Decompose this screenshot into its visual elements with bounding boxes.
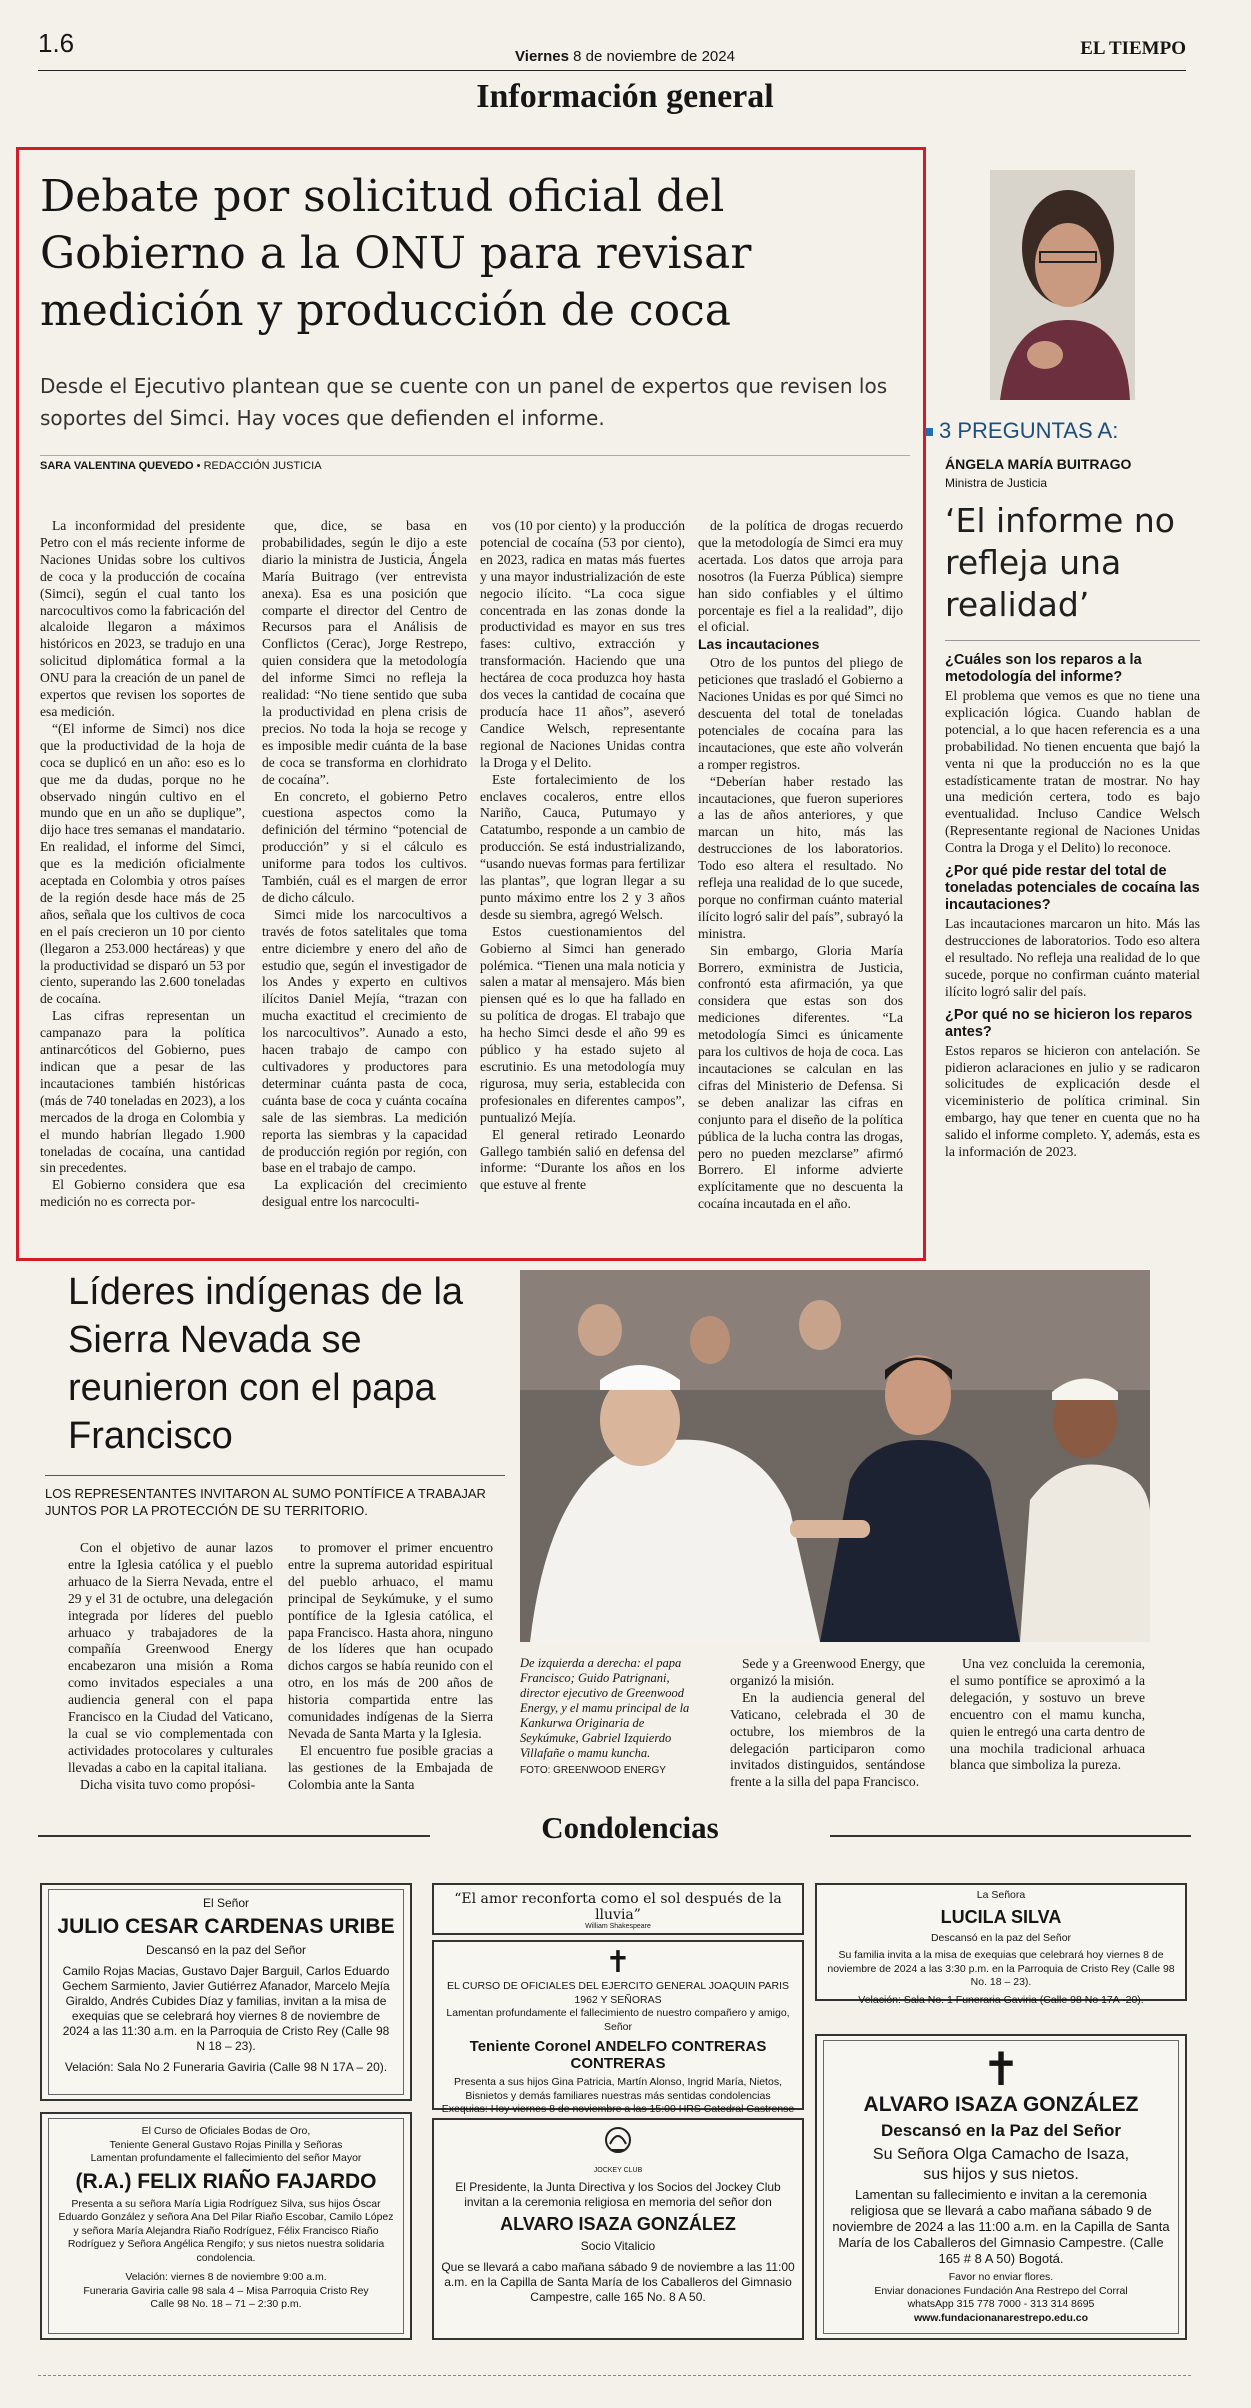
paragraph: El encuentro fue posible gracias a las gestiones de la Embajada de Colombia ante la Santa — [288, 1742, 493, 1792]
obituary-velacion: Velación: viernes 8 de noviembre 9:00 a.m. — [125, 2271, 327, 2283]
story2-column-3 — [730, 1656, 925, 1816]
story1-column-1 — [40, 518, 245, 1236]
interview-question: ¿Por qué no se hicieron los reparos antes? — [945, 1006, 1193, 1040]
interview-question: ¿Por qué pide restar del total de toneladas potenciales de cocaína las incautaciones? — [945, 863, 1200, 914]
obituary-card-1 — [40, 1883, 412, 2101]
obituary-title: El Curso de Oficiales Bodas de Oro, — [141, 2125, 311, 2137]
obituary-card-3 — [432, 1883, 804, 1935]
story1-rule — [40, 455, 910, 456]
obituary-donations: Enviar donaciones Fundación Ana Restrepo del Corral — [874, 2284, 1128, 2297]
obituary-title: La Señora — [976, 1889, 1026, 1901]
obituary-body: Lamentan su fallecimiento e invitan a la ceremonia religiosa que se llevará a cabo mañana sábado 9 de noviembre de 2024 a las 11:00 a.m. en la Capilla de Santa María de los Caballeros del Gimnasio Campestre. (Calle 165 # 8 A 50) Bogotá. — [832, 2187, 1170, 2266]
obituary-name: LUCILA SILVA — [940, 1906, 1062, 1927]
obituary-title: EL CURSO DE OFICIALES DEL EJERCITO GENERAL JOAQUIN PARIS 1962 Y SEÑORAS — [446, 1980, 790, 2006]
interview-header-label: 3 PREGUNTAS A: — [939, 418, 1119, 443]
subheading: Las incautaciones — [698, 636, 820, 653]
obituary-velacion: Funeraria Gaviria calle 98 sala 4 – Misa Parroquia Cristo Rey — [83, 2284, 369, 2297]
obituary-role: Socio Vitalicio — [580, 2239, 656, 2253]
obituary-title: El Señor — [202, 1896, 250, 1910]
obituary-quote-author: William Shakespeare — [585, 1923, 651, 1930]
story2-rule — [45, 1475, 505, 1476]
obituary-title: Lamentan profundamente el fallecimiento del señor Mayor — [90, 2152, 362, 2164]
obituary-frame — [823, 2040, 1179, 2334]
footer-rule — [38, 2375, 1191, 2376]
interview-answer: El problema que vemos es que no tiene una explicación lógica. Cuando hablan de potencial, a lo que hacen referencia es a una probabilidad. No tienen encuenta que bajó la venta ni que la producción no es la que estadísticamente tratan de mostrar. No hay una medición certera, todo es bajo eventualidad. Incluso Candice Welsch (Representante regional de Naciones Unidas Contra la Droga y el Delito) lo reconoce. — [945, 688, 1200, 856]
section-title: Información general — [476, 78, 774, 115]
obituary-card-5 — [432, 2118, 804, 2340]
interview-question: ¿Cuáles son los reparos a la metodología del informe? — [945, 652, 1142, 685]
story2-headline: Líderes indígenas de la Sierra Nevada se reunieron con el papa Francisco — [68, 1271, 464, 1457]
paragraph: En la audiencia general del Vaticano, celebrada el 30 de octubre, los miembros de la delegación participaron como invitados distinguidos, sentándose frente a la silla del papa Francisco. — [730, 1689, 925, 1790]
paragraph: Con el objetivo de aunar lazos entre la Iglesia católica y el pueblo arhuaco de la Sierra Nevada, entre el 29 y el 31 de octubre, una delegación integrada por líderes del pueblo arhuaco y trabajadores de la compañía Greenwood Energy encabezaron una misión a Roma como invitados especiales a una audiencia general con el papa Francisco en la Ciudad del Vaticano, la cual se vio complementada con actividades protocolares y culturales llevadas a cabo en la capital italiana. — [68, 1540, 273, 1775]
obituary-velacion: Velación: Sala No 2 Funeraria Gaviria (Calle 98 N 17A – 20). — [64, 2060, 388, 2074]
paragraph: Simci mide los narcocultivos a través de fotos satelitales que toma entre diciembre y enero del año de estudio que, según el investigador de los Andes y experto en cultivos ilícitos Daniel Mejía, “trazan con mucha exactitud el crecimiento de los narcocultivos”. Aunado a esto, hacen trabajo de campo con cultivadores y productores para determinar cuánta pasta de coca, cuánta base de coca y cuánta cocaína sale de las siembras. La medición reporta las siembras y la capacidad de producción región por región, con base en el trabajo de campo. — [262, 906, 467, 1176]
obituary-frame — [48, 2118, 404, 2334]
interview-header — [925, 418, 1225, 444]
obituary-rest: Descansó en la paz del Señor — [145, 1943, 307, 1957]
cross-icon: ✝ — [981, 2043, 1021, 2095]
newspaper-brand: EL TIEMPO — [1080, 38, 1186, 59]
interview-answer: Las incautaciones marcaron un hito. Más las destrucciones de laboratorios. Todo eso altera el resultado. No refleja una realidad de lo que sucede, porque no confirman cuánto material ilícito logró salir del país. — [945, 916, 1200, 999]
obituary-title: Lamentan profundamente el fallecimiento de nuestro compañero y amigo, Señor — [446, 2007, 790, 2033]
paragraph: Dicha visita tuvo como propósi- — [80, 1776, 256, 1792]
paragraph: Otro de los puntos del pliego de peticiones que trasladó el Gobierno a Naciones Unidas es por qué Simci no descuenta del total de toneladas potenciales de cocaína para las incautaciones, que este año volverán a romper registros. — [698, 655, 903, 772]
jockey-club-logo-icon — [596, 2124, 640, 2162]
story1-headline: Debate por solicitud oficial del Gobierno a la ONU para revisar medición y producción de coca — [40, 171, 752, 336]
obituary-title: El Presidente, la Junta Directiva y los Socios del Jockey Club invitan a la ceremonia religiosa en memoria del señor don — [455, 2180, 781, 2209]
photo-caption — [520, 1656, 695, 1778]
paragraph: Este fortalecimiento de los enclaves cocaleros, entre ellos Nariño, Cauca, Putumayo y Catatumbo, responde a un cambio de producción. Se está industrializando, “usando nuevas formas para fertilizar las plantas”, que logran llegar a su punto máximo entre los 2 y 3 años desde su siembra, agregó Welsch. — [480, 771, 685, 922]
obituary-body: Camilo Rojas Macias, Gustavo Dajer Barguil, Carlos Eduardo Gechem Sarmiento, Javier Gutiérrez Afanador, Marcelo Mejía Giraldo, Andrés Cubides Díaz y familias, invitan a la misa de exequias que se celebrará hoy viernes 8 de noviembre de 2024 a las 11:30 a.m. en la Parroquia de Cristo Rey (Calle 98 N 18 – 23). — [62, 1964, 390, 2053]
interviewee-role: Ministra de Justicia — [945, 476, 1048, 490]
paragraph: El Gobierno considera que esa medición no es correcta por- — [40, 1177, 245, 1210]
date-weekday: Viernes — [515, 48, 569, 65]
interview-rule — [945, 640, 1200, 641]
obituary-card-6 — [815, 1883, 1187, 2006]
square-bullet-icon — [925, 428, 933, 436]
page-number: 1.6 — [38, 28, 75, 58]
obituary-name: (R.A.) FELIX RIAÑO FAJARDO — [75, 2169, 377, 2193]
paragraph: to promover el primer encuentro entre la suprema autoridad espiritual del pueblo arhuaco, el mamu principal de Seykúmuke, y el sumo pontífice de la Iglesia católica, el papa Francisco. Hasta ahora, ninguno de los líderes que han ocupado dichos cargos se había reunido con el otro, en los más de 200 años de historia compartida entre las comunidades indígenas de la Sierra Nevada de Santa Marta y la Iglesia. — [288, 1540, 493, 1741]
obituary-name: Teniente Coronel ANDELFO CONTRERAS CONTRERAS — [469, 2038, 767, 2072]
condolencias-title: Condolencias — [430, 1810, 830, 1846]
paragraph: vos (10 por ciento) y la producción potencial de cocaína (53 por ciento), en 2023, radica en matas más fuertes y una mayor industrialización de este negocio ilícito. “La coca sigue concentrada en las zonas donde la productividad es mayor en sus tres fases: cultivo, extracción y transformación. Haciendo que una hectárea de coca produzca hoy hasta dos veces la cantidad de cocaína que producía hace 11 años”, aseveró Candice Welsch, representante regional de Naciones Unidas contra la Droga y el Delito. — [480, 518, 685, 770]
paragraph: La inconformidad del presidente Petro con el más reciente informe de Naciones Unidas sobre los cultivos de coca y la producción de cocaína (Simci), según el cual tanto los narcocultivos como la fabricación del alcaloide llegaron a máximos históricos en 2023, se tradujo en una solicitud diplomática formal a la ONU para la creación de un panel de expertos que revisen los soportes de esa medición. — [40, 518, 245, 719]
photo-credit: FOTO: GREENWOOD ENERGY — [520, 1765, 666, 1776]
story1-lead: Desde el Ejecutivo plantean que se cuente con un panel de expertos que revisen los soportes del Simci. Hay voces que defienden el informe. — [40, 374, 888, 430]
obituary-card-4 — [432, 1940, 804, 2115]
story2-subhead: LOS REPRESENTANTES INVITARON AL SUMO PONTÍFICE A TRABAJAR JUNTOS POR LA PROTECCIÓN DE SU TERRITORIO. — [45, 1486, 486, 1518]
obituary-velacion: Calle 98 No. 18 – 71 – 2:30 p.m. — [150, 2298, 302, 2310]
obituary-rest: Descansó en la paz del Señor — [930, 1931, 1072, 1944]
paragraph: “(El informe de Simci) nos dice que la productividad de la hoja de coca se duplicó en un año: eso es lo que me da dudas, porque no he observado ningún cultivo en el mundo que en un año se duplique”, dijo hace tres semanas el mandatario. En realidad, el informe del Simci, que es la medición oficialmente aceptada en Colombia y otros países de la región desde hace más de 25 años, señala que los cultivos de coca en el país crecieron un 10 por ciento (llegaron a 253.000 hectáreas) y que la productividad se disparó un 53 por ciento, superando las 2.600 toneladas de cocaína. — [40, 720, 245, 1007]
minister-portrait — [990, 170, 1135, 400]
story2-column-1 — [68, 1540, 273, 1815]
paragraph: que, dice, se basa en probabilidades, según le dijo a este diario la ministra de Justicia, Ángela María Buitrago (ver entrevista anexa). Esa es una posición que comparte el director del Centro de Recursos para el Análisis de Conflictos (Cerac), Jorge Restrepo, quien considera que la metodología del informe Simci no refleja la realidad: “No tiene sentido que suba la productividad en plena crisis de precios. No toda la hoja se recoge y es imposible medir cuánta de la base de coca se transforma en clorhidrato de cocaína”. — [262, 518, 467, 787]
byline-author: SARA VALENTINA QUEVEDO — [40, 460, 194, 472]
obituary-rest: Descansó en la Paz del Señor — [881, 2121, 1121, 2140]
obituary-title: Teniente General Gustavo Rojas Pinilla y Señoras — [109, 2138, 343, 2151]
paragraph: de la política de drogas recuerdo que la metodología de Simci era muy acertada. Los datos que arroja para nosotros (la Fuerza Pública) siempre han sido confiables y el último porcentaje es fiel a la realidad”, dijo el oficial. — [698, 518, 903, 635]
date-text: 8 de noviembre de 2024 — [573, 48, 735, 65]
obituary-card-2 — [40, 2112, 412, 2340]
header-rule — [38, 70, 1186, 71]
story1-column-2 — [262, 518, 467, 1236]
obituary-name: ALVARO ISAZA GONZÁLEZ — [500, 2214, 736, 2234]
byline-desk: • REDACCIÓN JUSTICIA — [196, 460, 322, 472]
paragraph: Sin embargo, Gloria María Borrero, exministra de Justicia, confrontó esta afirmación, ya que considera que estas son dos mediciones diferentes. “La metodología Simci es únicamente para los cultivos de hoja de coca. Las incautaciones se calculan en las cifras del Ministerio de Defensa. Si se deben analizar las cifras en conjunto para el diseño de la política pública de la lucha contra las drogas, pero no pueden mezclarse” afirmó Borrero. El informe advierte explícitamente que no descuenta la cocaína incautada en el año. — [698, 942, 903, 1212]
obituary-card-7 — [815, 2034, 1187, 2340]
obituary-velacion: Exequias: Hoy viernes 8 de noviembre a las 15:00 HRS Catedral Castrense — [441, 2103, 795, 2115]
jockey-club-label: JOCKEY CLUB — [593, 2167, 643, 2174]
cross-icon: ✝ — [605, 1946, 631, 1979]
interview-qa — [945, 646, 1200, 1161]
pope-meeting-photo — [520, 1270, 1150, 1642]
story1-column-3 — [480, 518, 685, 1236]
obituary-velacion: Velación: Sala No. 1 Funeraria Gaviria (Calle 98 No 17A -20). — [858, 1993, 1144, 2006]
edition-date — [400, 48, 850, 65]
obituary-note: Favor no enviar flores. — [948, 2271, 1054, 2283]
story1-byline — [40, 460, 322, 472]
interviewee-name: ÁNGELA MARÍA BUITRAGO — [945, 456, 1132, 472]
paragraph: La explicación del crecimiento desigual entre los narcoculti- — [262, 1177, 467, 1210]
story1-column-4 — [698, 518, 903, 1236]
obituary-website: www.fundacionanarestrepo.edu.co — [913, 2311, 1089, 2324]
obituary-frame — [48, 1889, 404, 2095]
story2-column-2 — [288, 1540, 493, 1815]
obituary-name: ALVARO ISAZA GONZÁLEZ — [863, 2093, 1139, 2116]
paragraph: “Deberían haber restado las incautaciones, que fueron superiores a las de años anteriores, y que marcan un hito, más las destrucciones de los laboratorios. Todo eso altera el resultado. No refleja una realidad de lo que sucede, porque no confirman cuánto material ilícito logró salir del país”, subrayó la ministra. — [698, 773, 903, 941]
obituary-body: Su familia invita a la misa de exequias que celebrará hoy viernes 8 de noviembre de 2024 a las 3:30 p.m. en la Parroquia de Cristo Rey (Calle 98 No. 18 – 23). — [827, 1949, 1175, 1988]
obituary-quote: “El amor reconforta como el sol después de la lluvia” — [454, 1891, 782, 1923]
paragraph: Sede y a Greenwood Energy, que organizó la misión. — [730, 1656, 925, 1688]
obituary-body: Que se llevará a cabo mañana sábado 9 de noviembre a las 11:00 a.m. en la Capilla de Santa María de los Caballeros del Gimnasio Campestre, calle 165 No. 8 A 50. — [441, 2260, 795, 2304]
obituary-body: Presenta a su señora María Ligia Rodríguez Silva, sus hijos Óscar Eduardo González y señora Ana Del Pilar Riaño Escobar, Camilo López y señora María Alejandra Riaño Rodríguez, Félix Francisco Riaño Rodríguez y Señora Angélica Rengifo; y sus nietos nuestra solidaria condolencia. — [58, 2197, 394, 2264]
photo-caption-text: De izquierda a derecha: el papa Francisco; Guido Patrignani, director ejecutivo de Greenwood Energy, y el mamu principal de la Kankurwa Originaria de Seykúmuke, Gabriel Izquierdo Villafañe o mamu kuncha. — [520, 1656, 690, 1760]
interview-answer: Estos reparos se hicieron con antelación. Se pidieron aclaraciones en julio y se radicaron solicitudes de explicación desde el viceministerio de política criminal. Sin embargo, hay que tener en cuenta que no ha salido el informe completo. Y, además, esta es la información de 2023. — [945, 1042, 1200, 1160]
obituary-family: Su Señora Olga Camacho de Isaza, — [872, 2146, 1130, 2163]
paragraph: Una vez concluida la ceremonia, el sumo pontífice se aproximó a la delegación, y sostuvo un breve encuentro con el mamu kuncha, quien le entregó una carta dentro de una mochila tradicional arhuaca blanca que simboliza la pureza. — [950, 1656, 1145, 1773]
interview-quote: ‘El informe no refleja una realidad’ — [945, 501, 1175, 624]
obituary-body: Presenta a sus hijos Gina Patricia, Martín Alonso, Ingrid María, Nietos, Bisnietos y demás familiares nuestras más sentidas condolencias — [454, 2076, 782, 2102]
story2-column-4 — [950, 1656, 1145, 1816]
obituary-family: sus hijos y sus nietos. — [923, 2166, 1079, 2183]
paragraph: El general retirado Leonardo Gallego también salió en defensa del informe: “Durante los años en los que estuve al frente — [480, 1126, 685, 1193]
obituary-name: JULIO CESAR CARDENAS URIBE — [57, 1915, 395, 1938]
paragraph: Las cifras representan un campanazo para la política antinarcóticos del Gobierno, pues indican que a pesar de las incautaciones también históricas (más de 740 toneladas en 2023), a los mercados de la droga en Colombia y el mundo habrían llegado 1.900 toneladas de cocaína, una cantidad sin precedentes. — [40, 1008, 245, 1176]
obituary-whatsapp: whatsApp 315 778 7000 - 313 314 8695 — [907, 2298, 1095, 2310]
paragraph: Estos cuestionamientos del Gobierno al Simci han generado polémica. “Tienen una mala noticia y salen a matar al mensajero. Más bien piensen qué es lo que ha fallado en su política de drogas. El trabajo que ha hecho Simci desde el año 99 es público y ha estado sujeto al escrutinio. Es una metodología muy rigurosa, muy seria, establecida con profesionales en diferentes campos”, puntualizó Mejía. — [480, 923, 685, 1125]
paragraph: En concreto, el gobierno Petro cuestiona aspectos como la definición del término “potencial de producción” y si el cálculo es uniforme para todos los cultivos. También, cuál es el margen de error de dicho cálculo. — [262, 788, 467, 905]
